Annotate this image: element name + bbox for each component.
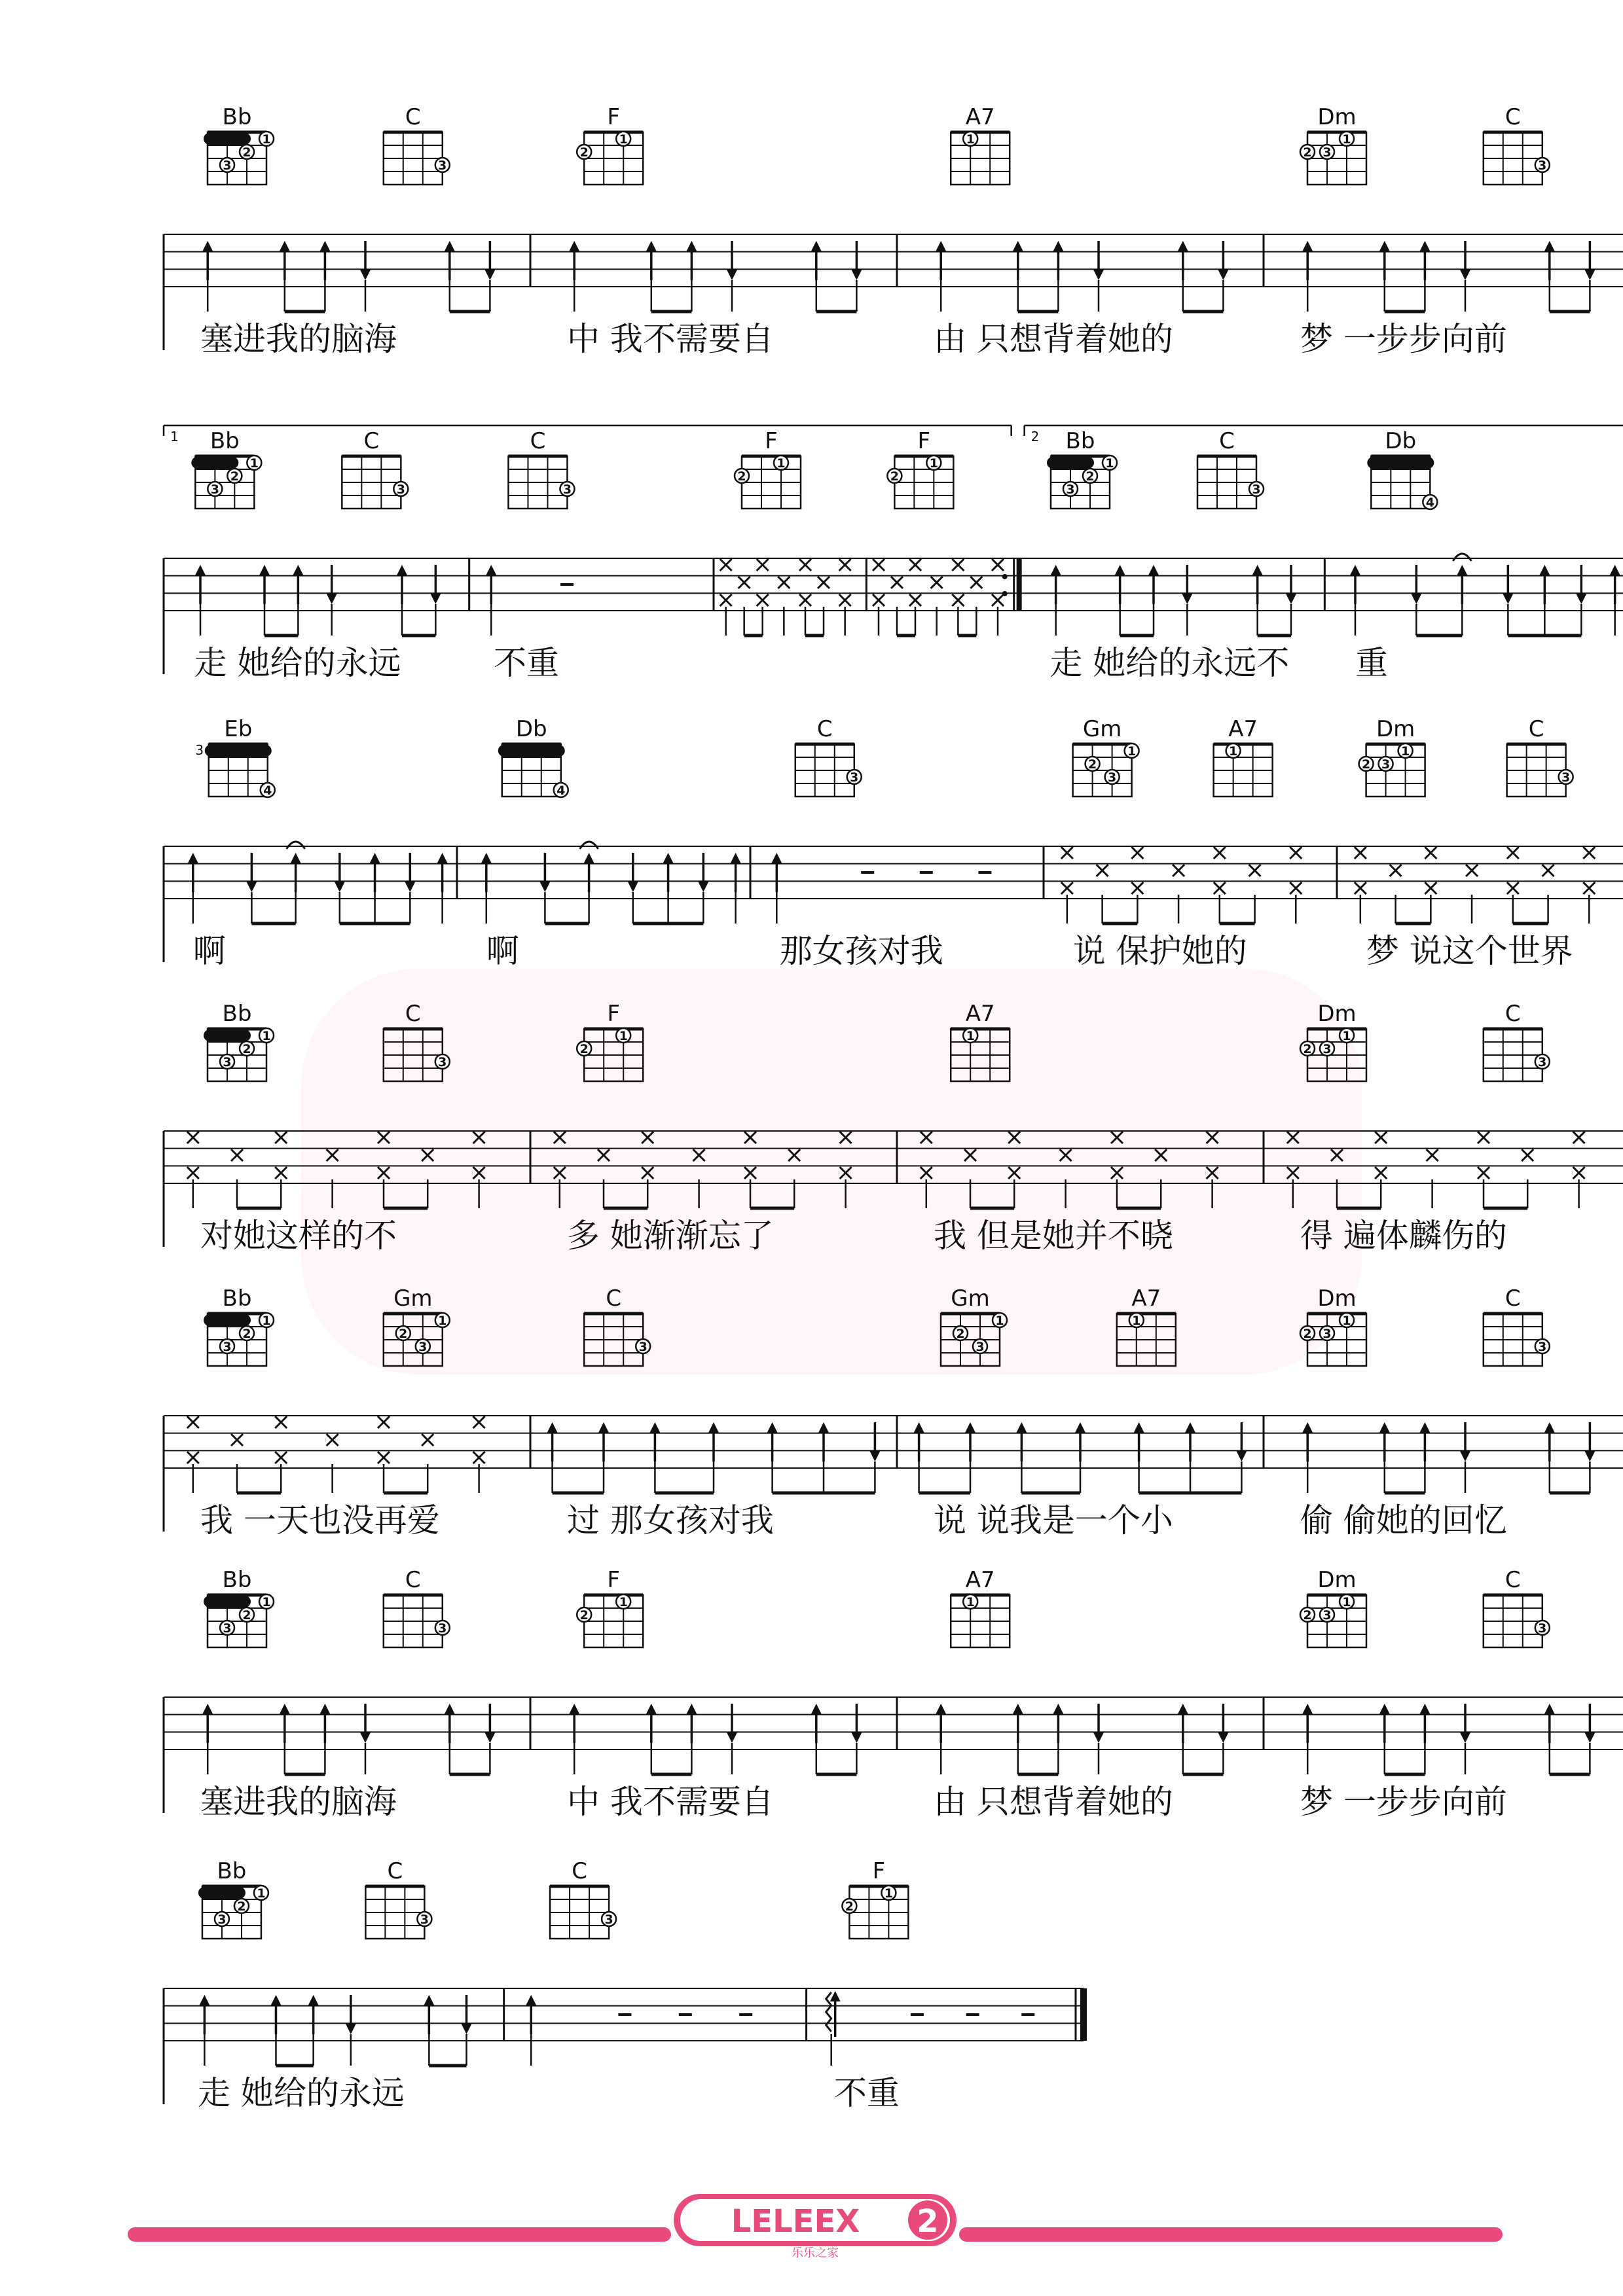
chord-name: F bbox=[765, 428, 778, 454]
lyric-text: 中 我不需要自 bbox=[567, 320, 774, 358]
chord-bb bbox=[204, 1285, 274, 1366]
chord-name: Dm bbox=[1317, 1285, 1357, 1312]
svg-text:2: 2 bbox=[579, 145, 589, 160]
chord-name: C bbox=[405, 1567, 421, 1593]
chord-name: A7 bbox=[1228, 716, 1258, 742]
lyric-text: 过 那女孩对我 bbox=[567, 1501, 774, 1539]
chord-db bbox=[1367, 428, 1437, 510]
chord-name: C bbox=[405, 104, 421, 130]
svg-text:3: 3 bbox=[396, 482, 405, 497]
chord-name: Bb bbox=[1065, 428, 1095, 454]
svg-text:3: 3 bbox=[1322, 1042, 1332, 1056]
svg-text:3: 3 bbox=[1066, 482, 1075, 497]
watermark-shape bbox=[301, 969, 1362, 1374]
chord-name: Bb bbox=[222, 104, 252, 130]
svg-text:1: 1 bbox=[966, 1029, 975, 1043]
chord-name: A7 bbox=[965, 1001, 995, 1027]
volta-2: 2 bbox=[1030, 429, 1040, 444]
svg-text:1: 1 bbox=[1400, 744, 1410, 759]
svg-text:3: 3 bbox=[1538, 158, 1547, 173]
chord-bb bbox=[204, 1001, 274, 1081]
svg-text:1: 1 bbox=[619, 1029, 628, 1043]
svg-text:1: 1 bbox=[1342, 1029, 1351, 1043]
chord-name: C bbox=[387, 1858, 403, 1884]
measure bbox=[720, 559, 851, 636]
lyric-text: 梦 一步步向前 bbox=[1300, 320, 1507, 358]
chord-c bbox=[550, 1858, 616, 1939]
chord-name: Bb bbox=[210, 428, 240, 454]
svg-text:2: 2 bbox=[890, 469, 899, 484]
chord-c bbox=[1197, 428, 1264, 509]
svg-text:3: 3 bbox=[223, 1055, 232, 1069]
chord-db bbox=[498, 716, 568, 798]
leleex-logo bbox=[671, 2191, 959, 2263]
lyric-text: 走 她给的永远 bbox=[194, 644, 401, 682]
tie bbox=[287, 842, 305, 849]
chord-name: C bbox=[530, 428, 546, 454]
lyric-text: 不重 bbox=[494, 644, 559, 682]
svg-text:1: 1 bbox=[262, 1029, 271, 1043]
chord-name: Dm bbox=[1376, 716, 1415, 742]
chord-name: C bbox=[572, 1858, 587, 1884]
measure bbox=[188, 842, 448, 924]
chord-name: C bbox=[606, 1285, 622, 1312]
svg-text:2: 2 bbox=[242, 1327, 251, 1341]
chord-c bbox=[1484, 104, 1550, 185]
chord-name: Dm bbox=[1317, 1567, 1357, 1593]
chord-name: F bbox=[917, 428, 931, 454]
chord-a7 bbox=[951, 1567, 1010, 1647]
svg-text:2: 2 bbox=[1303, 1042, 1312, 1056]
chord-f bbox=[842, 1858, 908, 1939]
tie bbox=[580, 842, 598, 849]
chord-name: Db bbox=[1385, 428, 1417, 454]
chord-bb bbox=[1047, 428, 1117, 509]
lyric-text: 偷 偷她的回忆 bbox=[1300, 1501, 1507, 1539]
chord-bb bbox=[191, 428, 261, 509]
svg-text:2: 2 bbox=[579, 1608, 589, 1623]
measure bbox=[1061, 847, 1302, 924]
svg-text:1: 1 bbox=[249, 456, 259, 471]
svg-text:2: 2 bbox=[579, 1042, 589, 1056]
volta-1: 1 bbox=[170, 429, 179, 444]
svg-text:2: 2 bbox=[399, 1327, 408, 1341]
chord-name: F bbox=[607, 104, 620, 130]
barre bbox=[1047, 457, 1094, 469]
lyric-text: 中 我不需要自 bbox=[567, 1783, 774, 1821]
chord-name: C bbox=[1504, 1285, 1521, 1312]
chord-name: C bbox=[1504, 1567, 1521, 1593]
chord-dm bbox=[1300, 104, 1366, 185]
svg-text:3: 3 bbox=[1322, 1608, 1332, 1623]
measure bbox=[481, 842, 741, 924]
svg-text:3: 3 bbox=[438, 1621, 447, 1636]
chord-name: C bbox=[816, 716, 833, 742]
chord-bb bbox=[198, 1858, 268, 1939]
svg-text:1: 1 bbox=[262, 132, 271, 147]
lyric-text: 说 保护她的 bbox=[1072, 932, 1247, 970]
chord-name: C bbox=[1504, 1001, 1521, 1027]
chord-name: Bb bbox=[222, 1285, 252, 1312]
svg-text:1: 1 bbox=[1127, 744, 1137, 759]
chord-gm bbox=[1073, 716, 1139, 797]
barre bbox=[204, 133, 251, 145]
svg-text:3: 3 bbox=[1538, 1340, 1547, 1354]
svg-text:1: 1 bbox=[929, 456, 938, 471]
fret-label: 3 bbox=[195, 742, 204, 758]
svg-text:4: 4 bbox=[556, 783, 566, 798]
svg-text:3: 3 bbox=[638, 1340, 647, 1354]
chord-name: Gm bbox=[951, 1285, 990, 1312]
lyric-text: 说 说我是一个小 bbox=[934, 1501, 1173, 1539]
svg-text:3: 3 bbox=[976, 1340, 985, 1354]
svg-text:2: 2 bbox=[737, 469, 746, 484]
lyric-text: 走 她给的永远不 bbox=[1049, 644, 1290, 682]
lyric-text: 由 只想背着她的 bbox=[934, 1783, 1173, 1821]
svg-text:2: 2 bbox=[956, 1327, 965, 1341]
arpeggio bbox=[826, 1992, 831, 2032]
svg-text:3: 3 bbox=[1561, 770, 1571, 785]
svg-text:3: 3 bbox=[217, 1912, 227, 1927]
chord-name: Bb bbox=[217, 1858, 247, 1884]
chord-name: Gm bbox=[1082, 716, 1122, 742]
lyric-text: 啊 bbox=[192, 932, 226, 970]
chord-c bbox=[384, 1567, 450, 1647]
barre bbox=[198, 1887, 246, 1899]
svg-text:1: 1 bbox=[438, 1314, 447, 1328]
lyric-text: 得 遍体麟伤的 bbox=[1300, 1217, 1507, 1255]
chord-eb bbox=[195, 716, 274, 798]
svg-text:3: 3 bbox=[1322, 1327, 1332, 1341]
svg-text:1: 1 bbox=[1342, 132, 1351, 147]
chord-c bbox=[365, 1858, 431, 1939]
measure bbox=[826, 1991, 1035, 2066]
svg-text:3: 3 bbox=[223, 1340, 232, 1354]
chord-bb bbox=[204, 1567, 274, 1647]
lyric-text: 梦 一步步向前 bbox=[1300, 1783, 1507, 1821]
svg-text:2: 2 bbox=[230, 469, 239, 484]
lyric-text: 重 bbox=[1355, 644, 1388, 682]
svg-text:1: 1 bbox=[619, 132, 628, 147]
chord-name: Gm bbox=[393, 1285, 433, 1312]
svg-text:4: 4 bbox=[1425, 495, 1434, 510]
chord-name: Bb bbox=[222, 1001, 252, 1027]
chord-f bbox=[577, 1567, 643, 1647]
chord-c bbox=[1484, 1285, 1550, 1366]
svg-text:2: 2 bbox=[1361, 757, 1371, 772]
svg-text:3: 3 bbox=[438, 1055, 447, 1069]
svg-text:乐乐之家: 乐乐之家 bbox=[792, 2246, 839, 2260]
footer-bar-right bbox=[959, 2227, 1503, 2242]
chord-dm bbox=[1300, 1567, 1366, 1647]
chord-c bbox=[1484, 1567, 1550, 1647]
svg-text:2: 2 bbox=[1303, 1608, 1312, 1623]
svg-text:1: 1 bbox=[966, 132, 975, 147]
svg-text:3: 3 bbox=[1381, 757, 1391, 772]
svg-text:3: 3 bbox=[562, 482, 572, 497]
chord-name: A7 bbox=[965, 104, 995, 130]
svg-text:3: 3 bbox=[210, 482, 219, 497]
chord-name: Dm bbox=[1317, 104, 1357, 130]
chord-dm bbox=[1359, 716, 1425, 797]
lyric-text: 对她这样的不 bbox=[200, 1217, 397, 1255]
svg-text:1: 1 bbox=[1132, 1314, 1141, 1328]
svg-text:2: 2 bbox=[242, 1042, 251, 1056]
lyric-text: 那女孩对我 bbox=[779, 932, 943, 970]
chord-name: Db bbox=[515, 716, 547, 742]
svg-text:1: 1 bbox=[257, 1886, 266, 1901]
lyric-text: 不重 bbox=[833, 2074, 900, 2112]
svg-text:4: 4 bbox=[263, 783, 272, 798]
svg-text:1: 1 bbox=[1342, 1314, 1351, 1328]
svg-text:2: 2 bbox=[1087, 757, 1097, 772]
chord-c bbox=[384, 104, 450, 185]
barre bbox=[191, 457, 238, 469]
chord-name: F bbox=[872, 1858, 886, 1884]
svg-text:1: 1 bbox=[966, 1595, 975, 1609]
svg-text:2: 2 bbox=[242, 145, 251, 160]
svg-text:1: 1 bbox=[995, 1314, 1004, 1328]
chord-name: Bb bbox=[222, 1567, 252, 1593]
lyric-text: 梦 说这个世界 bbox=[1366, 932, 1573, 970]
svg-text:1: 1 bbox=[1342, 1595, 1351, 1609]
svg-text:1: 1 bbox=[619, 1595, 628, 1609]
lyric-text: 由 只想背着她的 bbox=[934, 320, 1173, 358]
svg-text:2: 2 bbox=[845, 1899, 854, 1914]
svg-text:1: 1 bbox=[884, 1886, 894, 1901]
chord-f bbox=[887, 428, 953, 509]
chord-c bbox=[1484, 1001, 1550, 1081]
chord-name: C bbox=[1219, 428, 1235, 454]
svg-text:3: 3 bbox=[1107, 770, 1117, 785]
lyric-text: 我 但是她并不晓 bbox=[934, 1217, 1173, 1255]
lyric-text: 塞进我的脑海 bbox=[200, 320, 397, 358]
barre bbox=[498, 745, 565, 757]
chord-name: A7 bbox=[965, 1567, 995, 1593]
svg-text:3: 3 bbox=[1538, 1055, 1547, 1069]
lyric-text: 啊 bbox=[486, 932, 519, 970]
svg-text:LELEEX: LELEEX bbox=[731, 2203, 860, 2240]
lyric-text: 我 一天也没再爱 bbox=[200, 1501, 440, 1539]
measure bbox=[1355, 847, 1595, 924]
tie bbox=[1453, 554, 1471, 561]
svg-text:2: 2 bbox=[1303, 1327, 1312, 1341]
chord-c bbox=[1507, 716, 1573, 797]
lyric-text: 走 她给的永远 bbox=[197, 2074, 405, 2112]
svg-text:2: 2 bbox=[1085, 469, 1095, 484]
chord-name: C bbox=[363, 428, 380, 454]
svg-text:3: 3 bbox=[1322, 145, 1332, 160]
svg-text:1: 1 bbox=[776, 456, 786, 471]
chord-name: C bbox=[405, 1001, 421, 1027]
svg-text:3: 3 bbox=[604, 1912, 613, 1927]
chord-name: F bbox=[607, 1001, 620, 1027]
chord-c bbox=[508, 428, 574, 509]
chord-bb bbox=[204, 104, 274, 185]
chord-c bbox=[795, 716, 862, 797]
chord-name: C bbox=[1504, 104, 1521, 130]
measure bbox=[187, 1416, 485, 1493]
svg-text:3: 3 bbox=[1538, 1621, 1547, 1636]
svg-text:1: 1 bbox=[1229, 744, 1238, 759]
chord-c bbox=[342, 428, 408, 509]
chord-name: Dm bbox=[1317, 1001, 1357, 1027]
barre bbox=[204, 1314, 251, 1326]
svg-text:1: 1 bbox=[262, 1314, 271, 1328]
chord-name: Eb bbox=[224, 716, 253, 742]
svg-text:3: 3 bbox=[223, 158, 232, 173]
svg-text:3: 3 bbox=[1252, 482, 1261, 497]
chord-f bbox=[735, 428, 801, 509]
svg-text:3: 3 bbox=[850, 770, 859, 785]
svg-text:2: 2 bbox=[917, 2203, 939, 2240]
svg-text:3: 3 bbox=[420, 1912, 429, 1927]
chord-name: A7 bbox=[1131, 1285, 1161, 1312]
measure bbox=[1350, 554, 1620, 636]
lyric-text: 多 她渐渐忘了 bbox=[567, 1217, 774, 1255]
chord-f bbox=[577, 104, 643, 185]
footer-bar-left bbox=[128, 2227, 671, 2242]
svg-text:3: 3 bbox=[438, 158, 447, 173]
barre bbox=[204, 1030, 251, 1041]
svg-text:2: 2 bbox=[242, 1608, 251, 1623]
chord-name: C bbox=[1528, 716, 1544, 742]
svg-text:1: 1 bbox=[1105, 456, 1114, 471]
svg-text:3: 3 bbox=[418, 1340, 428, 1354]
chord-a7 bbox=[1214, 716, 1273, 797]
svg-text:2: 2 bbox=[237, 1899, 246, 1914]
barre bbox=[1367, 457, 1434, 469]
chord-name: F bbox=[607, 1567, 620, 1593]
svg-text:3: 3 bbox=[223, 1621, 232, 1636]
barre bbox=[205, 745, 272, 757]
watermark bbox=[301, 969, 1362, 1374]
svg-text:2: 2 bbox=[1303, 145, 1312, 160]
chord-a7 bbox=[951, 104, 1010, 185]
barre bbox=[204, 1596, 251, 1607]
svg-text:1: 1 bbox=[262, 1595, 271, 1609]
lyric-text: 塞进我的脑海 bbox=[200, 1783, 397, 1821]
measure bbox=[873, 559, 1004, 636]
